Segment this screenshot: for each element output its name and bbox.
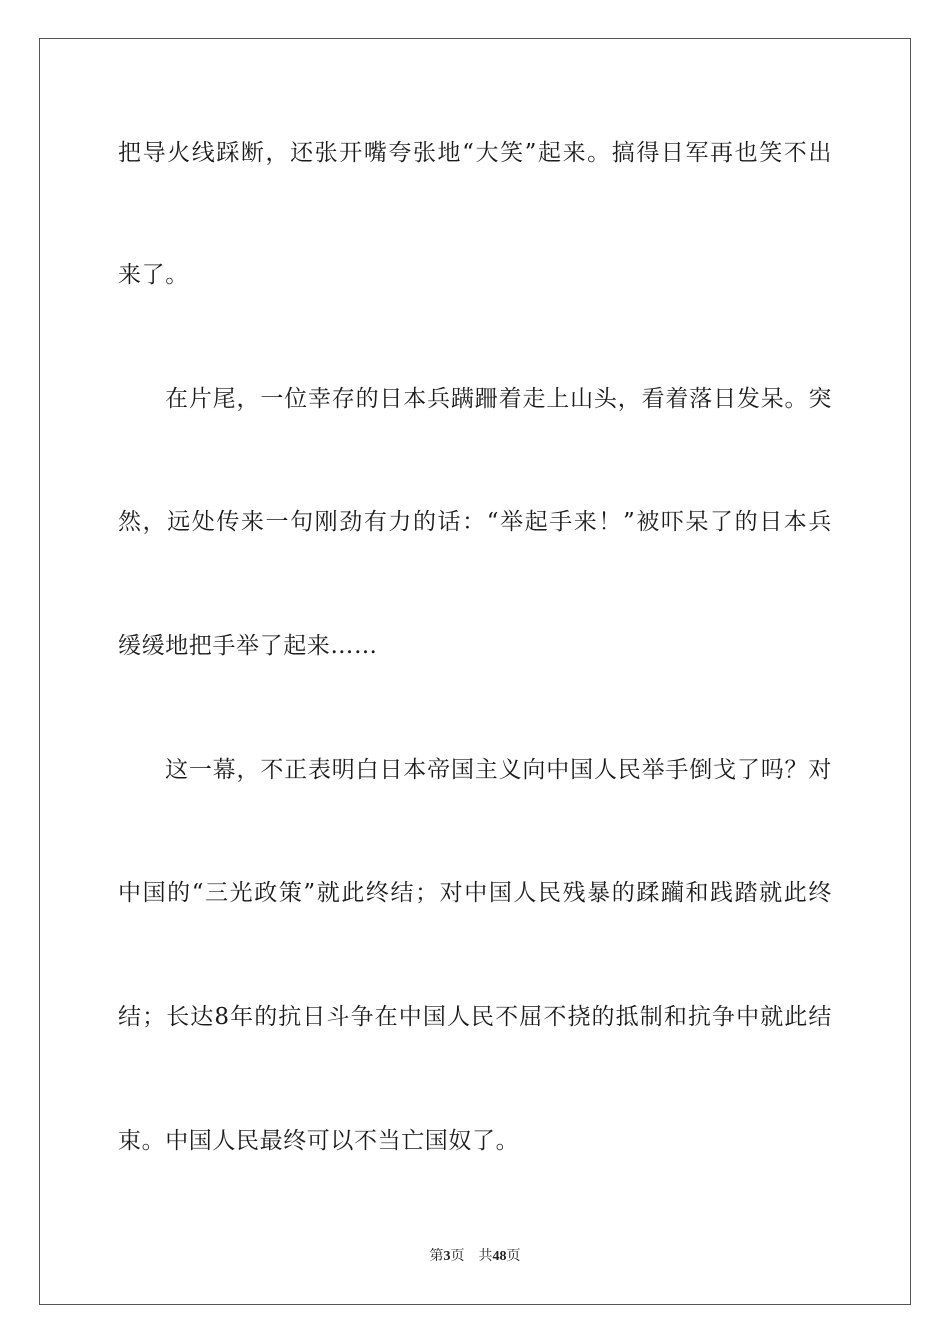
total-label-suffix: 页 (506, 1249, 521, 1264)
page-border (39, 38, 911, 1305)
body-text-line-4: 然，远处传来一句刚劲有力的话：“举起手来！”被吓呆了的日本兵 (118, 509, 832, 535)
page-label-prefix: 第 (429, 1249, 444, 1264)
body-text-line-8: 结；长达8年的抗日斗争在中国人民不屈不挠的抵制和抗争中就此结 (118, 1004, 832, 1030)
page-footer (0, 1248, 950, 1266)
total-label-prefix: 共 (478, 1249, 493, 1264)
body-text-line-2: 来了。 (118, 262, 189, 288)
total-pages: 48 (492, 1249, 507, 1264)
page-number: 3 (443, 1249, 451, 1264)
body-text-line-9: 束。中国人民最终可以不当亡国奴了。 (118, 1128, 520, 1154)
page-label-suffix: 页 (450, 1249, 465, 1264)
body-text-line-3: 在片尾，一位幸存的日本兵蹒跚着走上山头，看着落日发呆。突 (165, 386, 832, 412)
body-text-line-1: 把导火线踩断，还张开嘴夸张地“大笑”起来。搞得日军再也笑不出 (118, 140, 832, 166)
body-text-line-5: 缓缓地把手举了起来…… (118, 633, 378, 659)
body-text-line-6: 这一幕，不正表明白日本帝国主义向中国人民举手倒戈了吗？对 (165, 757, 832, 783)
body-text-line-7: 中国的“三光政策”就此终结；对中国人民残暴的蹂躏和践踏就此终 (118, 880, 832, 906)
